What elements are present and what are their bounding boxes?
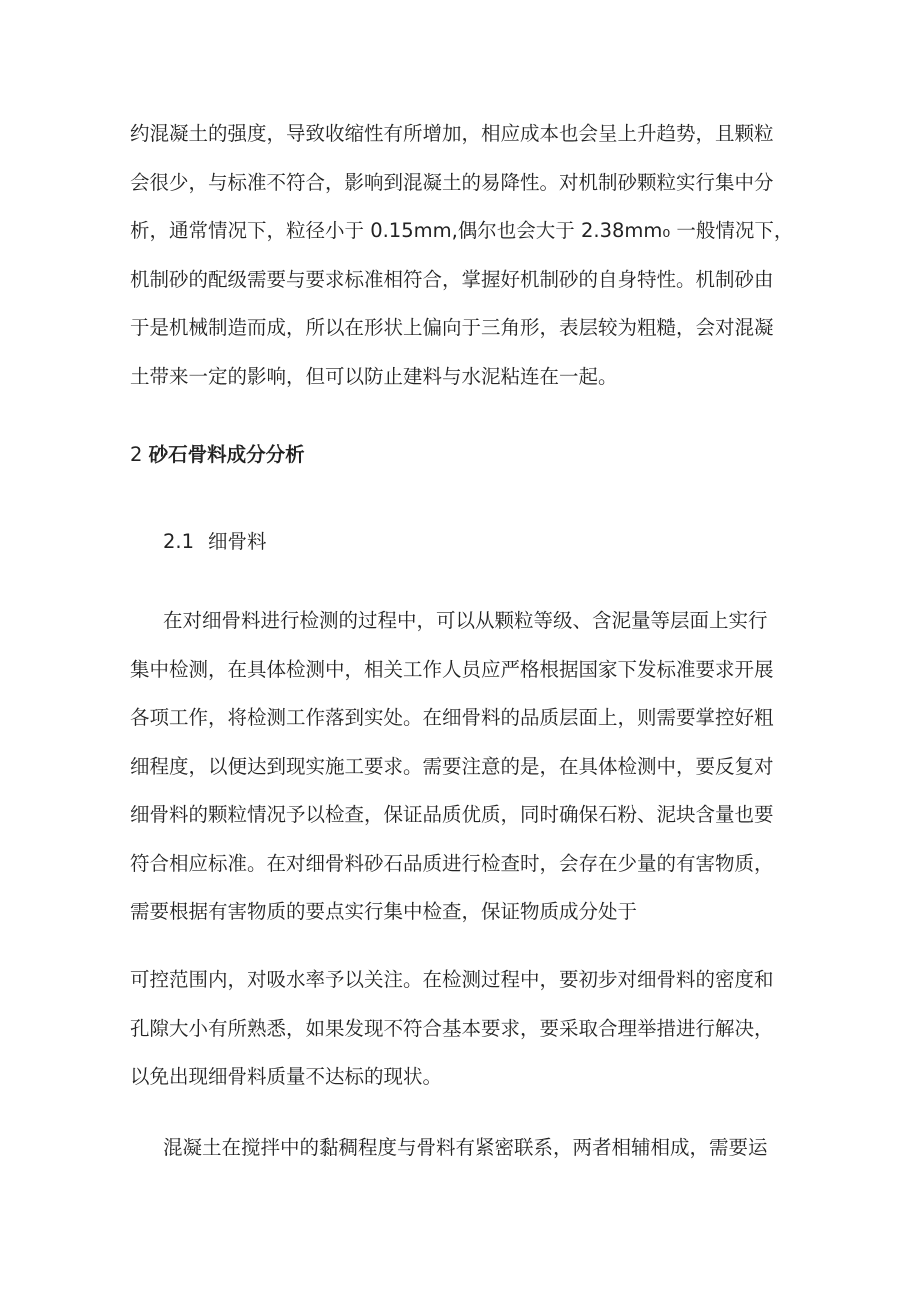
- text-line: 需要根据有害物质的要点实行集中检查，保证物质成分处于: [130, 900, 638, 923]
- text-line: 土带来一定的影响，但可以防止建料与水泥粘连在一起。: [130, 364, 618, 388]
- subsection-title: 细骨料: [208, 530, 267, 553]
- text-line: 于是机械制造而成，所以在形状上偏向于三角形，表层较为粗糙，会对混凝: [130, 316, 774, 339]
- text-line: 机制砂的配级需要与要求标准相符合，掌握好机制砂的自身特性。机制砂由: [130, 267, 774, 291]
- text-line: 混凝土在搅拌中的黏稠程度与骨料有紧密联系，两者相辅相成，需要运: [163, 1136, 768, 1159]
- paragraph-fine-aggregate: [130, 597, 805, 937]
- paragraph-concrete-mixing: [130, 1124, 805, 1173]
- text-line: 可控范围内，对吸水率予以关注。在检测过程中，要初步对细骨料的密度和: [130, 968, 774, 991]
- text-line: 以免出现细骨料质量不达标的现状。: [130, 1065, 443, 1088]
- subsection-number: 2.1: [163, 530, 195, 553]
- text-line: 细骨料的颗粒情况予以检查，保证品质优质，同时确保石粉、泥块含量也要: [130, 803, 774, 826]
- text-line: 孔隙大小有所熟悉，如果发现不符合基本要求，要采取合理举措进行解决，: [130, 1016, 774, 1040]
- text-line: 集中检测，在具体检测中，相关工作人员应严格根据国家下发标准要求开展: [130, 657, 774, 681]
- text-line: 各项工作，将检测工作落到实处。在细骨料的品质层面上，则需要掌控好粗: [130, 706, 774, 729]
- paragraph-machine-sand: [130, 110, 805, 401]
- section-heading: [130, 440, 305, 470]
- section-number: 2: [130, 443, 143, 466]
- paragraph-water-absorption: [130, 956, 805, 1102]
- text-line: 约混凝土的强度，导致收缩性有所增加，相应成本也会呈上升趋势，且颗粒: [130, 122, 774, 145]
- text-line: 析，通常情况下，粒径小于 0.15mm,偶尔也会大于 2.38mm₀ 一般情况下，: [130, 219, 794, 242]
- text-line: 会很少，与标准不符合，影响到混凝土的易降性。对机制砂颗粒实行集中分: [130, 170, 774, 194]
- text-line: 符合相应标准。在对细骨料砂石品质进行检查时，会存在少量的有害物质，: [130, 851, 774, 875]
- subsection-heading: [163, 527, 267, 557]
- text-line: 在对细骨料进行检测的过程中，可以从颗粒等级、含泥量等层面上实行: [163, 609, 768, 632]
- text-line: 细程度，以便达到现实施工要求。需要注意的是，在具体检测中，要反复对: [130, 754, 774, 778]
- section-title: 砂石骨料成分分析: [148, 443, 305, 466]
